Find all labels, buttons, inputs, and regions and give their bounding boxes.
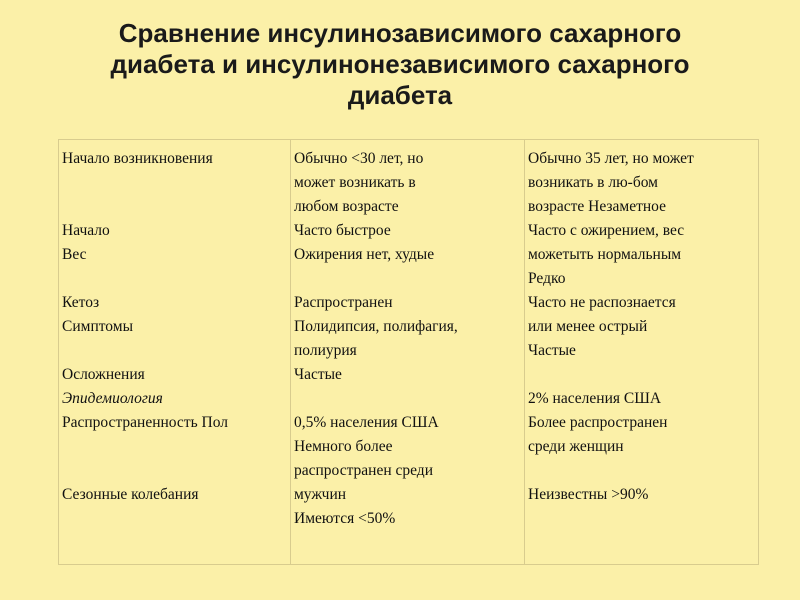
slide-title [40,18,760,111]
title-line-2: диабета и инсулинонезависимого сахарного [110,49,690,79]
table-cell: Часто быстрое [294,222,391,239]
table-cell: Часто не распознается [528,294,676,311]
table-cell [62,195,228,219]
table-cell: мужчин [294,486,347,503]
table-cell: Начало [62,222,110,239]
table-cell: Обычно 35 лет, но может [528,150,694,167]
comparison-table [58,139,759,565]
type1-diabetes-column [294,147,458,531]
table-cell: Ожирения нет, худые [294,246,435,263]
table-cell: Симптомы [62,318,133,335]
table-cell: Имеются <50% [294,510,396,527]
table-cell [528,459,694,483]
table-cell [62,435,228,459]
table-cell [62,339,228,363]
table-cell: возрасте Незаметное [528,198,666,215]
table-cell: Эпидемиология [62,390,163,407]
table-cell: может возникать в [294,174,416,191]
table-cell [62,267,228,291]
table-cell [62,459,228,483]
table-cell: полиурия [294,342,357,359]
table-cell [294,387,458,411]
table-cell: среди женщин [528,438,624,455]
table-cell: Обычно <30 лет, но [294,150,424,167]
table-cell: Осложнения [62,366,145,383]
table-cell: Неизвестны >90% [528,486,649,503]
table-cell: распространен среди [294,462,433,479]
table-cell [62,171,228,195]
table-cell: Редко [528,270,566,287]
table-cell: Более распространен [528,414,668,431]
table-cell: Кетоз [62,294,100,311]
table-cell: 2% населения США [528,390,662,407]
table-cell: Частые [294,366,342,383]
criteria-column [62,147,228,507]
column-divider-1 [290,140,291,564]
table-cell: Вес [62,246,87,263]
type2-diabetes-column [528,147,694,507]
table-cell: Начало возникновения [62,150,213,167]
table-cell: Часто с ожирением, вес [528,222,685,239]
table-cell [528,363,694,387]
table-cell: Частые [528,342,576,359]
table-cell: Распространенность Пол [62,414,229,431]
table-cell: возникать в лю-бом [528,174,658,191]
table-cell: или менее острый [528,318,648,335]
table-cell: любом возрасте [294,198,399,215]
title-line-1: Сравнение инсулинозависимого сахарного [118,18,682,48]
table-cell: Сезонные колебания [62,486,199,503]
column-divider-2 [524,140,525,564]
table-cell: Немного более [294,438,393,455]
table-cell: Распространен [294,294,393,311]
table-cell: можетыть нормальным [528,246,682,263]
title-line-3: диабета [347,80,453,110]
table-cell: Полидипсия, полифагия, [294,318,458,335]
table-cell: 0,5% населения США [294,414,439,431]
table-cell [294,267,458,291]
